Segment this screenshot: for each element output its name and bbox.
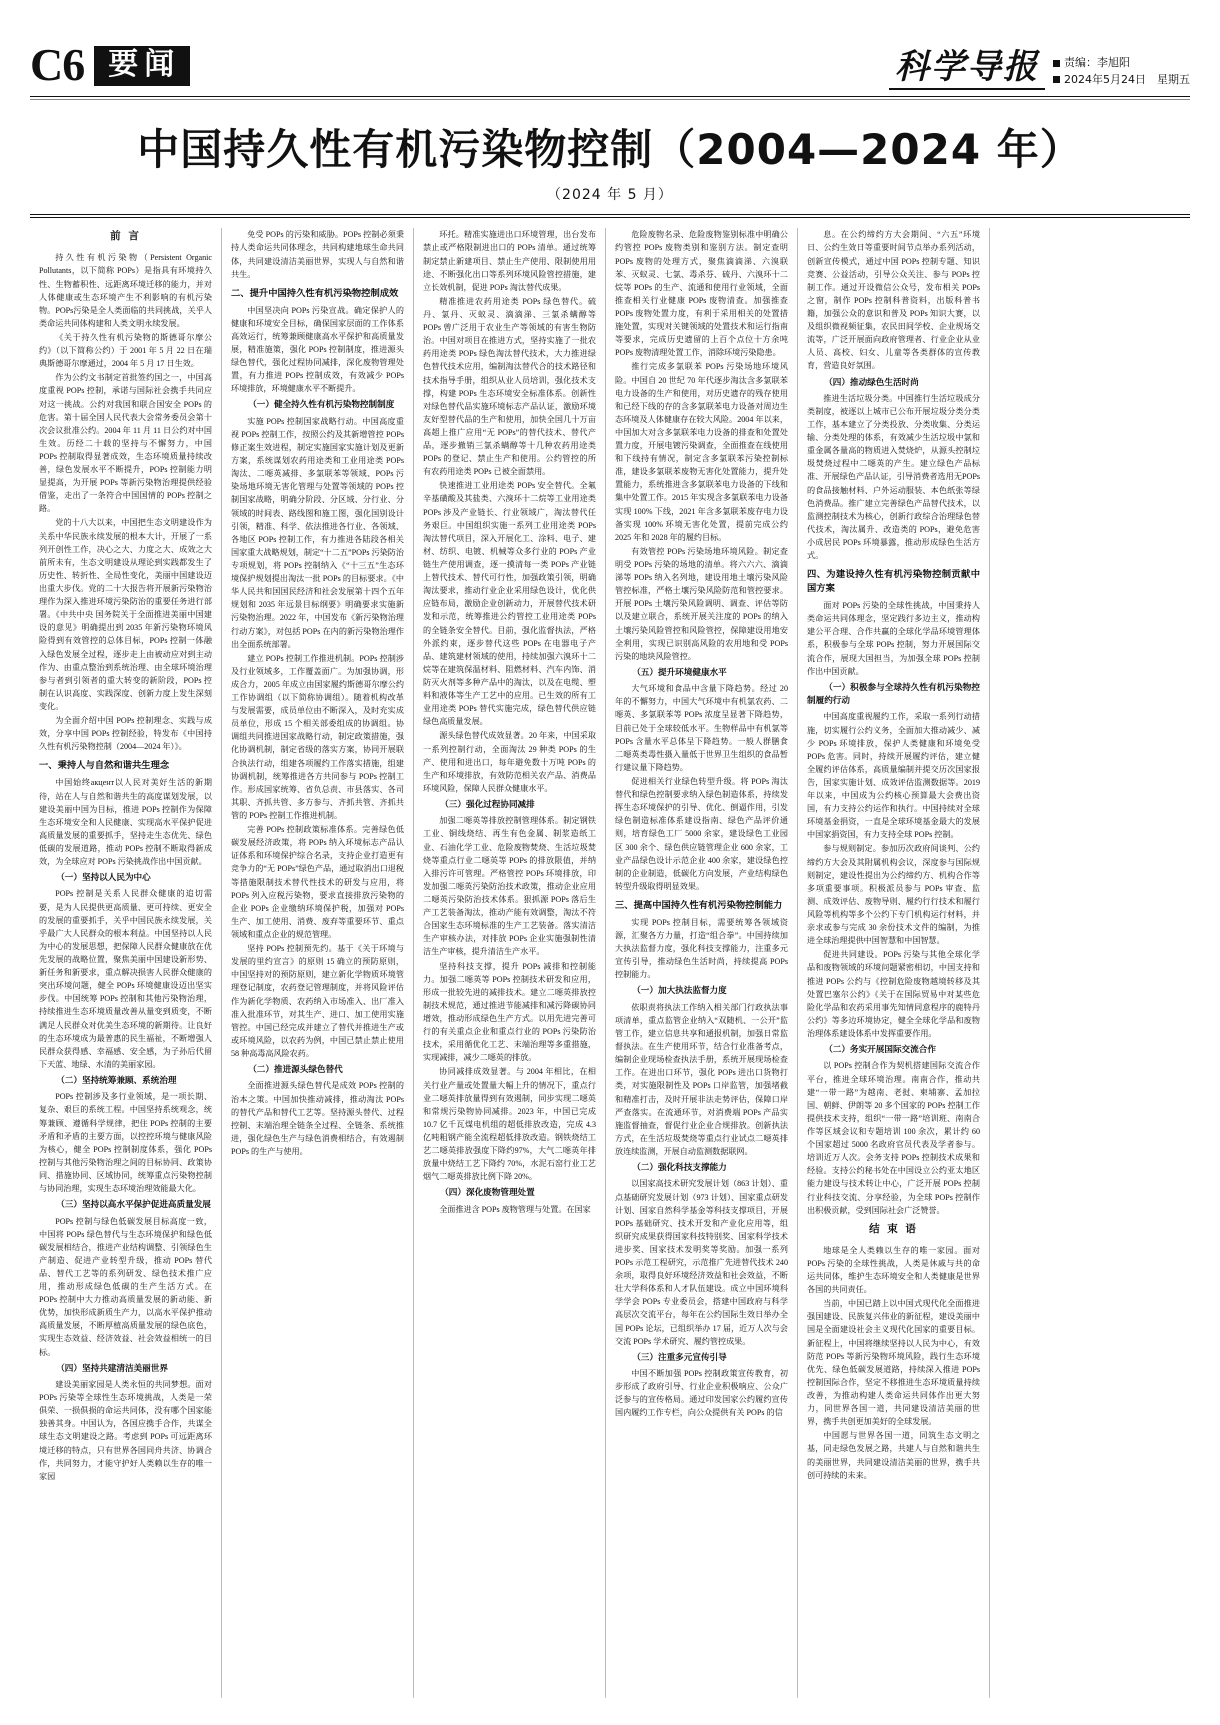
article-section-title: 前 言 bbox=[110, 230, 141, 243]
masthead-meta bbox=[1053, 55, 1190, 90]
paragraph: 面对 POPs 污染的全球性挑战，中国秉持人类命运共同体理念，坚定践行多边主义，推动构建公平合理、合作共赢的全球化学品环境管理体系，积极参与全球 POPs 控制，努力开展国际交流合作，展现大国担当，为加强全球 POPs 控制作出中国贡献。 bbox=[807, 601, 980, 676]
article-column-5 bbox=[798, 228, 990, 1698]
section-badge: 要闻 bbox=[94, 46, 190, 86]
paragraph: 参与规则制定。参加历次政府间谈判、公约缔约方大会及其附属机构会议，深度参与国际规则制定，建设性提出为公约缔约方、机构合作等多项重要事项。积极派员参与 POPs 审查、监测、成效评估、废物导则、履约行行技术和履行风险等机构等多个公约下专门机构运行材料，并亲求或参与完成 30 余份技术文件的编制，为推进全球治理提供中国智慧和中国智慧。 bbox=[807, 844, 980, 946]
masthead-right bbox=[889, 46, 1190, 90]
page-number: C6 bbox=[30, 39, 85, 90]
paragraph: 中国愿与世界各国一道，同筑生态文明之基，同走绿色发展之路，共建人与自然和谐共生的美丽世界，共同建设清洁美丽的世界，携手共创可持续的未来。 bbox=[807, 1431, 980, 1480]
paragraph: 地球是全人类赖以生存的唯一家园。面对 POPs 污染的全球性挑战，人类是休戚与共的命运共同体，维护生态环境安全和人类健康是世界各国的共同责任。 bbox=[807, 1245, 980, 1295]
article-column-6 bbox=[990, 228, 1182, 1698]
square-bullet-icon bbox=[1053, 60, 1060, 67]
paragraph: 息。在公约缔约方大会期间、“六五”环境日、公约生效日等重要时间节点举办系列活动，创新宣传模式，通过中国 POPs 控制专题、知识竞赛、公益活动，引导公众关注、参与 POPs 控制工作。通过开设微信公众号，发布相关 POPs 之窗，制作 POPs 控制科普资料，出版科普书籍，加强公众的意识和普及 POPs 知识大赛，以及组织微视频征集，农民田间学校、企业规场交流等，广泛开展面向政府管理者、行业企业从业人员、高校、妇女、儿童等各类群体的宣传教育，营造良好氛围。 bbox=[807, 230, 980, 371]
paragraph: 环托。精准实施进出口环境管理，出台发布禁止或严格限制进出口的 POPs 清单。通过统筹制定禁止新建项目、禁止生产使用、限制使用用途、不断强化出口等系列环境风险管控措施，建立长效机制，促进 POPs 淘汰替代成果。 bbox=[423, 230, 596, 292]
paragraph: 中国不断加强 POPs 控制政策宣传教育，初步形成了政府引导、行业企业积极响应、公众广泛参与的宣传格局。通过印发国家公约履约宣传国内履约工作专栏，向公众提供有关 POPs 的信 bbox=[615, 1369, 788, 1418]
date-line: 2024年5月24日 星期五 bbox=[1053, 72, 1190, 89]
paragraph: 实现 POPs 控制目标，需要统筹各领域资源，汇聚各方力量，打造“组合拳”。中国持续加大执法监督力度，强化科技支撑能力，注重多元宣传引导，推动绿色生活时尚，持续提高 POPs 控制能力。 bbox=[615, 917, 788, 980]
paragraph: 党的十八大以来，中国把生态文明建设作为关系中华民族永续发展的根本大计，开展了一系列开创性工作，决心之大、力度之大、成效之大前所未有，生态文明建设从理论到实践都发生了历史性、转折性、全局性变化，美丽中国建设迈出重大步伐。党的二十大报告将开展新污染物治理作为深入推进环境污染防治的重要任务进行部署。《中共中央 国务院关于全面推进美丽中国建设的意见》明确提出到 2035 年新污染物环境风险得到有效管控的总体目标，POPs 控制一体融入绿色发展全过程，逐步走上由被动应对到主动作为、由重点整治到系统治理、由全球环境治理参与者到引领者的重大转变的新阶段，POPs 控制在认识高度、实践深度、创新力度上发生深刻变化。 bbox=[39, 518, 212, 712]
paragraph: 依职责将执法工作纳入相关部门行政执法事项清单，重点监管企业纳入“双随机、一公开”监管工作，建立信息共享和通报机制，加强日常监督执法。在生产使用环节，结合行业准备考点，编制企业现场检查执法手册，系统开展现场检查工作。在进出口环节，强化 POPs 进出口货物打类，对实施限制性及 POPs 口岸监管，加强堵截和精准打击，及时开展非法走势评估，保障口岸严查落实。在流通环节，对消费端 POPs 产品实施监督抽查，督促行业企业合规排放。创新执法方式，在生活垃圾焚烧等重点行业试点二噁英排放连续监测，开展自动监测数据联网。 bbox=[615, 1002, 788, 1156]
paragraph: 全面推进含 POPs 废物管理与处置。在国家 bbox=[439, 1204, 591, 1214]
subsection-heading: （二）务实开展国际交流合作 bbox=[824, 1045, 936, 1056]
masthead bbox=[30, 18, 1190, 90]
subsection-heading: （五）提升环境健康水平 bbox=[632, 667, 727, 678]
paragraph: 推行完成多氯联苯 POPs 污染场地环境风险。中国自 20 世纪 70 年代逐步淘汰含多氯联苯电力设备的生产和使用，对历史遗存的残存使用和已经下线的存的含多氯联苯电力设备对周边生态环境及人体健康存在较大风险。2004 年以来，中国加大对含多氯联苯电力设备的排查和处置处置力度，开展电镀污染调查，全面推查在线使用和下线持有情况，制定含多氯联苯污染控制标准，建设多氯联苯废物无害化处置能力，提升处置能力，系统推进含多氯联苯电力设备的下线和集中处置工作。2015 年实现含多氯联苯电力设备实现 100% 下线，2021 年含多氯联苯废存电力设备实现 100% 环境无害化处置，提前完成公约 2025 年和 2028 年的履约目标。 bbox=[615, 362, 788, 542]
editor-line: 责编：李旭阳 bbox=[1053, 55, 1190, 72]
section-heading: 一、秉持人与自然和谐共生理念 bbox=[39, 760, 170, 772]
paragraph: 以国家高技术研究发展计划（863 计划）、重点基础研究发展计划（973 计划）、国家重点研发计划、国家自然科学基金等科技支撑项目，开展 POPs 基础研究、技术开发和产业化应用等，组织研究成果获得国家科技特别奖、国家科学技术进步奖、国家技术发明奖等奖励。加强一系列 POPs 示范工程研究，示范推广先进替代技术 240 余项，取得良好环境经济效益和社会效益，不断壮大学科体系和人才队伍建设。成立中国环境科学学会 POPs 专业委员会，搭建中国政府与科学高层次交流平台，每年在公约国际生效日举办全国 POPs 论坛，已组织举办 17 届，近万人次与会交流 POPs 学术研究、履约管控成果。 bbox=[615, 1179, 788, 1346]
subsection-heading: （三）强化过程协同减排 bbox=[440, 800, 535, 810]
article-columns bbox=[30, 228, 1190, 1698]
paragraph: 实施 POPs 控制国家战略行动。中国高度重视 POPs 控制工作，按照公约及其新增管控 POPs 修正案生效进程，制定实施国家实施计划及更新方案，系统谋划农药用途类和工业用途类 POPs 淘汰、二噁英减排、多氯联苯等领域、POPs 污染场地环境无害化管理与处置等领域的 POPs 控制国家战略，明确分阶段、分区域、分行业、分领域的时间表、路线图和施工图，强化国别设计引领，精准、科学、依法推进各行业、各领域、各地区 POPs 控制工作，有力推进各陆段各相关国家重大战略规划，制定“十二五”POPs 污染防治专项规划，将 POPs 控制纳入《“十三五”生态环境保护规划提出淘汰一批 POPs 的目标要求。《中华人民共和国国民经济和社会发展第十四个五年规划和 2035 年远景目标纲要》明确要求实施新污染物治理。2022 年，中国发布《新污染物治理行动方案》，对包括 POPs 在内的新污染物治理作出全面系统部署。 bbox=[231, 416, 404, 649]
subsection-heading: （二）强化科技支撑能力 bbox=[632, 1163, 727, 1174]
paragraph: 中国始终акцент以人民对美好生活的新期待，站在人与自然和谐共生的高度谋划发展，以建设美丽中国为目标，推进 POPs 控制作为保障生态环境安全和人民健康、实现高水平保护促进高质量发展的重要抓手，坚持走生态优先、绿色低碳的发展道路，推动 POPs 控制不断取得新成效，为全球应对 POPs 污染挑战作出中国贡献。 bbox=[39, 778, 212, 867]
section-heading: 二、提升中国持久性有机污染物控制成效 bbox=[231, 287, 399, 299]
masthead-left bbox=[30, 39, 190, 90]
paragraph: 建立 POPs 控制工作推进机制。POPs 控制涉及行业领域多，工作覆盖面广。为加强协调，形成合力，2005 年成立由国家履约斯德哥尔摩公约工作协调组（以下简称协调组）。随着机构改革与发展需要，成员单位由不断深入，及时充实成员单位，形成 15 个相关部委组成的协调组。协调组共同推进国家战略行动，制定政策措施，强化协调机制，制定省级的落实方案，协同开展联合执法行动，组建各项履约工作落实措施，组建协调机制，统筹推进各方共同参与 POPs 控制工作。形成国家统筹、省负总责、市县落实、各司其职、齐抓共管、多方参与、齐抓共管、齐抓共管的 POPs 控制工作推进机制。 bbox=[231, 653, 404, 821]
paragraph: 以 POPs 控制合作为契机搭建国际交流合作平台，推进全球环境治理。南南合作，推动共建“一带一路”为越南、老挝、柬埔寨、孟加拉国、朝鲜、伊朗等 20 多个国家的 POPs 控制工作提供技术支持，组织“一带一路”培训班、南南合作等区域会议和专题培训 100 余次，累计约 60 个国家超过 5000 名政府官员代表及学者参与。培训近万人次。会务支持 POPs 控制技术成果和经验。支持公约秘书处在中国设立公约亚太地区能力建设与技术转让中心，广泛开展 POPs 控制行业科技交流、分享经验，为全球 POPs 控制作出积极贡献，受到国际社会广泛赞誉。 bbox=[807, 1061, 980, 1215]
subsection-heading: （二）坚持统筹兼顾、系统治理 bbox=[56, 1076, 177, 1086]
paragraph: 快速推进工业用途类 POPs 安全替代。全氟辛基磺酸及其盐类、六溴环十二烷等工业用途类 POPs 涉及产业链长、行业领域广，淘汰替代任务艰巨。中国组织实施一系列工业用途类 POPs 淘汰替代项目，深入开展化工、涂料、电子、建材、纺织、电镀、机械等众多行业的 POPs 产业链生产使用调查，逐一摸清每一类 POPs 产业链上替代技术、替代可行性，加强政策引领，明确淘汰要求，推动行业企业采用绿色设计，优化供应链布局，激励企业创新动力，开展替代技术研发和示范，统筹推进公约管控工业用途类 POPs 的全链条安全替代。目前，强化监督执法，严格外派约束，逐步替代这些 POPs 在电器电子产品、建筑建材领域的使用，持续加强六溴环十二烷等在建筑保温材料、阻燃材料、汽车内饰、消防灭火剂等多种产品中的淘汰，以及在电缆、塑料和液体等生产工艺中的应用。已生效的所有工业用途类 POPs 替代实施完成，绿色替代供应链绿色高质量发展。 bbox=[423, 481, 596, 727]
section-heading: 四、为建设持久性有机污染物控制贡献中国方案 bbox=[807, 569, 980, 595]
paragraph: 促进相关行业绿色转型升级。将 POPs 淘汰替代和绿色控制要求纳入绿色制造体系，持续发挥生态环境保护的引导、优化、倒逼作用，引发绿色制造标准体系建设指南、绿色产品评价通则，培育绿色工厂 5000 余家，建设绿色工业园区 300 余个、绿色供应链管理企业 600 余家，工业产品绿色设计示范企业 400 余家，建设绿色控制的企业制造，低碳化方向发展，产业结构绿色转型升级取得明显效果。 bbox=[615, 776, 788, 891]
paragraph: 为全面介绍中国 POPs 控制理念、实践与成效，分享中国 POPs 控制经验，特发布《中国持久性有机污染物控制（2004—2024 年）》。 bbox=[39, 716, 212, 752]
masthead-divider-thin bbox=[30, 99, 1190, 100]
paragraph: 危险废物名录、危险废物鉴别标准中明确公约管控 POPs 废物类别和鉴别方法。制定查明 POPs 废物的处理方式，聚焦滴滴涕、六溴联苯、灭蚁灵、七氯、毒杀芬、硫丹、六溴环十二烷等 POPs 的生产、流通和使用行业领域，全面推查相关行业健康 POPs 废物清查。加强推查 POPs 废物处置力度，有利于采用相关的处置措施处置，实现对关键领域的处置技术和运行指南等要求，完成历史遗留的上百个点位十方余吨 POPs 废物清理处置工作，消除环境污染隐患。 bbox=[615, 230, 788, 358]
paper-title: 科学导报 bbox=[889, 49, 1045, 90]
paragraph: 大气环境和食品中含量下降趋势。经过 20 年的不懈努力，中国大气环境中有机氯农药、二噁英、多氯联苯等 POPs 浓度呈显著下降趋势，目前已处于全球较低水平。生物样品中有机氯等 POPs 含量水平总体呈下降趋势。一般人群膳食二噁英类毒性摄入量低于世界卫生组织的食品暂行建议量下降趋势。 bbox=[615, 684, 788, 772]
paragraph: 建设美丽家园是人类永恒的共同梦想。面对 POPs 污染等全球性生态环境挑战，人类是一荣俱荣、一损俱损的命运共同体，没有哪个国家能独善其身。中国认为，各国应携手合作，共谋全球生态文明建设之路。考虑到 POPs 可远距离环境迁移的特点，只有世界各国同舟共济、协调合作，共同努力，才能守护好人类赖以生存的唯一家园 bbox=[39, 1380, 212, 1481]
subsection-heading: （一）健全持久性有机污染物控制制度 bbox=[248, 400, 395, 411]
paragraph: POPs 控制与绿色低碳发展目标高度一致，中国将 POPs 绿色替代与生态环境保护和绿色低碳发展相结合，推进产业结构调整、引领绿色生产制造、促进产业转型升级，推动 POPs 替代品、替代工艺等的系列研发、绿色技术推广应用，推动形成绿色低碳的生产生活方式。在 POPs 控制中大力推动高质量发展的新动能、新优势，加快形成新质生产力，以高水平保护推动高质量发展，不断厚植高质量发展的绿色底色，实现生态效益、经济效益、社会效益相统一的目标。 bbox=[39, 1216, 212, 1357]
paragraph: 当前，中国已踏上以中国式现代化全面推进强国建设、民族复兴伟业的新征程，建设美丽中国是全面建设社会主义现代化国家的重要目标。新征程上，中国将继续坚持以人民为中心，有效防范 POPs 等新污染物环境风险，践行生态环境优先、绿色低碳发展道路，持续深入推进 POPs 控制国际合作，坚定不移推进生态环境质量持续改善，为推动构建人类命运共同体作出更大努力，同世界各国一道，共同建设清洁美丽的世界，携手共创更加美好的全球发展。 bbox=[807, 1299, 980, 1427]
paragraph: 精准推进农药用途类 POPs 绿色替代。硫丹、氯丹、灭蚁灵、滴滴涕、三氯杀螨醇等 POPs 曾广泛用于农业生产等领域的有害生物防治。中国对项目在推进方式，坚持实施了一批农药用途类 POPs 绿色淘汰替代技术，大力推进绿色替代技术应用，编制淘汰替代合的技术路径和技术指导手册，组织从业人员培训，强化技术支撑，构建 POPs 生态环境安全标准体系。创新性对绿色替代品实施环境标志产品认证，激励环境友好型替代品的生产和使用，加快全国几十万亩高超上推广应用“无 POPs”的替代技术、替代产品，逐步撤销三氯杀螨醇等十几种农药用途类 POPs 的登记、禁止生产和使用。公约管控的所有农药用途类 POPs 已被全面禁用。 bbox=[423, 296, 596, 477]
subsection-heading: （一）坚持以人民为中心 bbox=[56, 873, 151, 884]
paragraph: 促进共同建设。POPs 污染与其他全球化学品和废物领域的环境问题紧密相切，中国支持和推进 POPs 公约与《控制危险废物越境转移及其处置巴塞尔公约》《关于在国际贸易中对某些危险化学品和农药采用事先知情同意程序的鹿特丹公约》等多边环境协定，健全全球化学品和废物治理体系建设体系中发挥重要作用。 bbox=[807, 950, 980, 1039]
paragraph: POPs 控制涉及多行业领域，是一项长期、复杂、艰巨的系统工程。中国坚持系统观念，统筹兼顾、遵循科学规律，把住 POPs 控制的主要矛盾和矛盾的主要方面，以控控环境与健康风险为核心，健全 POPs 控制制度体系，强化 POPs 控制与其他污染物治理之间的目标协同、政策协同、措施协同、区域协同，统筹重点污染物控制与协同治理，实现生态环境治理效能最大化。 bbox=[39, 1092, 212, 1194]
paragraph: 有效管控 POPs 污染场地环境风险。制定查明受 POPs 污染的场地的清单。将六六六、滴滴涕等 POPs 纳入名列地，建设用地土壤污染风险管控标准，严格土壤污染风险防范和管控要求。开展 POPs 土壤污染风险调明、调查、评估等防以及建立联合，系统开展关注度的 POPs 的纳入土壤污染风险管控和风险管控，保障建设用地安全利用，实现已识别高风险的农用地和受 POPs 污染的地块风险管控。 bbox=[615, 546, 788, 661]
paragraph: 持久性有机污染物（Persistent Organic Pollutants，以下简称 POPs）是指具有环境持久性、生物蓄积性、远距离环境迁移的能力，并对人体健康或生态环境产生不利影响的有机污染物。POPs污染是全人类面临的共同挑战，关乎人类命运共同体构建和人类文明永续发展。 bbox=[39, 253, 212, 328]
paragraph: 加强二噁英等排放控制管理体系。制定钢铁工业、铜线烧结、再生有色金属、制浆造纸工业、石油化学工业、危险废物焚烧、生活垃圾焚烧等重点行业二噁英等 POPs 的排放限值，并纳入排污许可管理。严格管控 POPs 环境排放，印发加强二噁英污染防治技术政策，推动企业应用二噁英污染防治技术体系。狠抓源 POPs 落后生产工艺装备淘汰，推动产能有效调整，淘汰不符合国家生态环境标准的生产工艺装备。落实清洁生产审核办法，对排放 POPs 企业实施强制性清洁生产审核，提升清洁生产水平。 bbox=[423, 816, 596, 957]
subsection-heading: （四）推动绿色生活时尚 bbox=[824, 377, 919, 388]
paragraph: 协同减排成效显著。与 2004 年相比，在相关行业产量或处置量大幅上升的情况下，重点行业二噁英排放量得到有效遏制，同步实现二噁英和常规污染物协同减排。2023 年，中国已完成 10.7 亿千瓦煤电机组的超低排放改造，完成 4.3 亿吨粗钢产能全流程超低排放改造。钢铁烧结工艺二噁英排放强度下降约97%，大气二噁英年排放量中烧结工艺下降约 70%，水泥石窑行业工艺烟气二噁英排放比例下降 20%。 bbox=[423, 1067, 596, 1182]
subsection-heading: （一）积极参与全球持久性有机污染物控制履约行动 bbox=[807, 682, 980, 707]
subsection-heading: （二）推进源头绿色替代 bbox=[248, 1065, 343, 1076]
paragraph: 作为公约文书制定首批签约国之一，中国高度重视 POPs 控制，承诺与国际社会携手共同应对这一挑战。公约对我国和联合国安全 POPs 的危害。第十届全国人民代表大会常务委员会第十次会议批准公约。2004 年 11 月 11 日公约对中国生效。历经二十载的坚持与不懈努力，中国 POPs 控制取得显著成效，生态环境质量持续改善，绿色发展水平不断提升，POPs 控制能力明显提高，为开展 POPs 等新污染物治理提供经验借鉴，走出了一条符合中国国情的 POPs 控制之路。 bbox=[39, 373, 212, 514]
paragraph: 坚持科技支撑，提升 POPs 减排和控制能力。加强二噁英等 POPs 控制技术研发和应用，形成一批较先进的减排技术。建立二噁英排放控制技术规范，通过推进节能减排和减污降碳协同增效，推动形成绿色生产方式。以用先进完善可行的有关重点企业和重点行业的 POPs 污染防治技术，采用循优化工艺、末端治理等多重措施，实现减排，减少二噁英的排放。 bbox=[423, 961, 596, 1063]
section-heading: 三、提高中国持久性有机污染物控制能力 bbox=[615, 899, 783, 911]
paragraph: 完善 POPs 控制政策标准体系。完善绿色低碳发展经济政策，将 POPs 纳入环境标志产品认证体系和环境保护综合名录，支持企业打造更有竞争力的“无 POPs”绿色产品，通过取消出口退税等措施限制技术替代性技术的研发与应用，将 POPs 列入应税污染物，要求直接排放污染物的企业 POPs 企业缴纳环境保护税，加强对 POPs 生产、加工使用、消费、废弃等重要环节、重点领域和重点企业的规范管理。 bbox=[231, 825, 404, 940]
article-column-1 bbox=[30, 228, 222, 1698]
paragraph: 全面推进源头绿色替代是成效 POPs 控制的治本之策。中国加快推动减排，推动淘汰 POPs 的替代产品和替代工艺等。坚持源头替代、过程控制、末端治理全链条全过程、全链条、系统推进，强化绿色生产与绿色消费相结合，有效遏制 POPs 的生产与使用。 bbox=[231, 1081, 404, 1156]
paragraph: 中国高度重视履约工作，采取一系列行动措施，切实履行公约义务，全面加大推动减少、减少 POPs 环境排放，保护人类健康和环境免受 POPs 危害。同时，持续开展履约评估，建立健全履约评估体系，高质量编制并提交历次国家报告，国家实施计划、成效评估监测数据等。2019 年以来，中国成为公约核心预算最大会费出资国，有力支持公约运作和执行。中国持续对全球环境基金捐资，一直是全球环境基金最大的发展中国家捐资国，有力支持全球 POPs 控制。 bbox=[807, 712, 980, 840]
masthead-divider bbox=[30, 96, 1190, 97]
subsection-heading: （三）注重多元宣传引导 bbox=[632, 1352, 727, 1363]
page-title: 中国持久性有机污染物控制（2004—2024 年） bbox=[137, 125, 1083, 174]
paragraph: 《关于持久性有机污染物的斯德哥尔摩公约》（以下简称公约）于 2001 年 5 月 22 日在瑞典斯德哥尔摩通过，2004 年 5 月 17 日生效。 bbox=[39, 332, 212, 369]
paragraph: 坚持 POPs 控制预先约。基于《关于环境与发展的里约宣言》的原则 15 确立的预防原则，中国坚持对的预防原则，建立新化学物质环境管理登记制度，农药登记管理制度，并将风险评估作为新化学物质、农药纳入市场准入、出厂准入准入批准环节，对其生产、进口、加工使用实施管控。中国已经完成并建立了替代并推进生产或或环境风险，以农药为例，中国已禁止禁止使用 58 种高毒高风险农药。 bbox=[231, 944, 404, 1058]
subsection-heading: （四）坚持共建清洁美丽世界 bbox=[56, 1363, 168, 1374]
article-section-title: 结 束 语 bbox=[869, 1222, 918, 1235]
article-column-3 bbox=[414, 228, 606, 1698]
subsection-heading: （一）加大执法监督力度 bbox=[632, 986, 727, 997]
article-column-2 bbox=[222, 228, 414, 1698]
subsection-heading: （三）坚持以高水平保护促进高质量发展 bbox=[56, 1200, 211, 1211]
square-bullet-icon bbox=[1053, 76, 1060, 83]
paragraph: 免受 POPs 的污染和威胁。POPs 控制必须秉持人类命运共同体理念，共同构建地球生命共同体，共同建设清洁美丽世界，实现人与自然和谐共生。 bbox=[231, 230, 404, 279]
paragraph: 推进生活垃圾分类。中国推行生活垃圾成分类制度，被逐以上城市已公布开展垃圾分类分类工作，基本建立了分类投放、分类收集、分类运输、分类处理的体系，有效减少生活垃圾中氯和重金属各量高的物质进入焚烧炉，从源头控制垃圾焚烧过程中二噁英的产生。建立绿色产品标准、开展绿色产品认证，引导消费者选用无POPs 的食品接触材料、户外运动服装、本色纸张等绿色消费品。推广建立完善绿色产品替代技术，以监测控制技术为核心，创新行政综合治理绿色替代技术，淘汰属升、改造类的 POPs，避免危害小成居民 POPs 环境暴露，推动形成绿色生活方式。 bbox=[807, 393, 980, 561]
article-column-4 bbox=[606, 228, 798, 1698]
subsection-heading: （四）深化废物管理处置 bbox=[440, 1188, 535, 1199]
headline-divider bbox=[30, 214, 1190, 218]
paragraph: 源头绿色替代成效显著。20 年来，中国采取一系列控制行动，全面淘汰 29 种类 POPs 的生产、使用和进出口，每年避免数十万吨 POPs 的生产和环境排放，有效防范相关农产品、消费品环境风险，保障人民群众健康水平。 bbox=[423, 731, 596, 793]
paragraph: POPs 控制是关系人民群众健康的追切需要，是为人民提供更高质量、更可持续、更安全的发展的重要抓手，关乎中国民族永续发展，关乎最广大人民群众的根本利益。中国坚持以人民为中心的发展思想，把保障人民群众健康放在优先发展的战略位置，聚焦美丽中国建设新形势、新任务和新要求，重点解决损害人民群众健康的突出环境问题，健全 POPs 环境健康设迈出坚实步伐。中国统筹 POPs 控制和其他污染物治理，持续推进生态环境质量改善从量变到质变，不断满足人民群众对优美生态环境的新期待。让良好的生态环境成为最普惠的民生福祉，不断增强人民群众获得感、幸福感、安全感，为子孙后代留下天蓝、地绿、水清的美丽家园。 bbox=[39, 889, 212, 1069]
paragraph: 中国坚决向 POPs 污染宣战。确定保护人的健康和环境安全目标，确保国家层面的工作体系高效运行，统筹兼顾健康高水平保护和高质量发展，精准施策，强化 POPs 控制制度，推进源头绿色替代，强化过程协同减排，深化废物管理处置，有力推进 POPs 控制成效，有效减少 POPs 环境排放，环境健康水平不断提升。 bbox=[231, 305, 404, 394]
page-subtitle: （2024 年 5 月） bbox=[547, 187, 673, 204]
